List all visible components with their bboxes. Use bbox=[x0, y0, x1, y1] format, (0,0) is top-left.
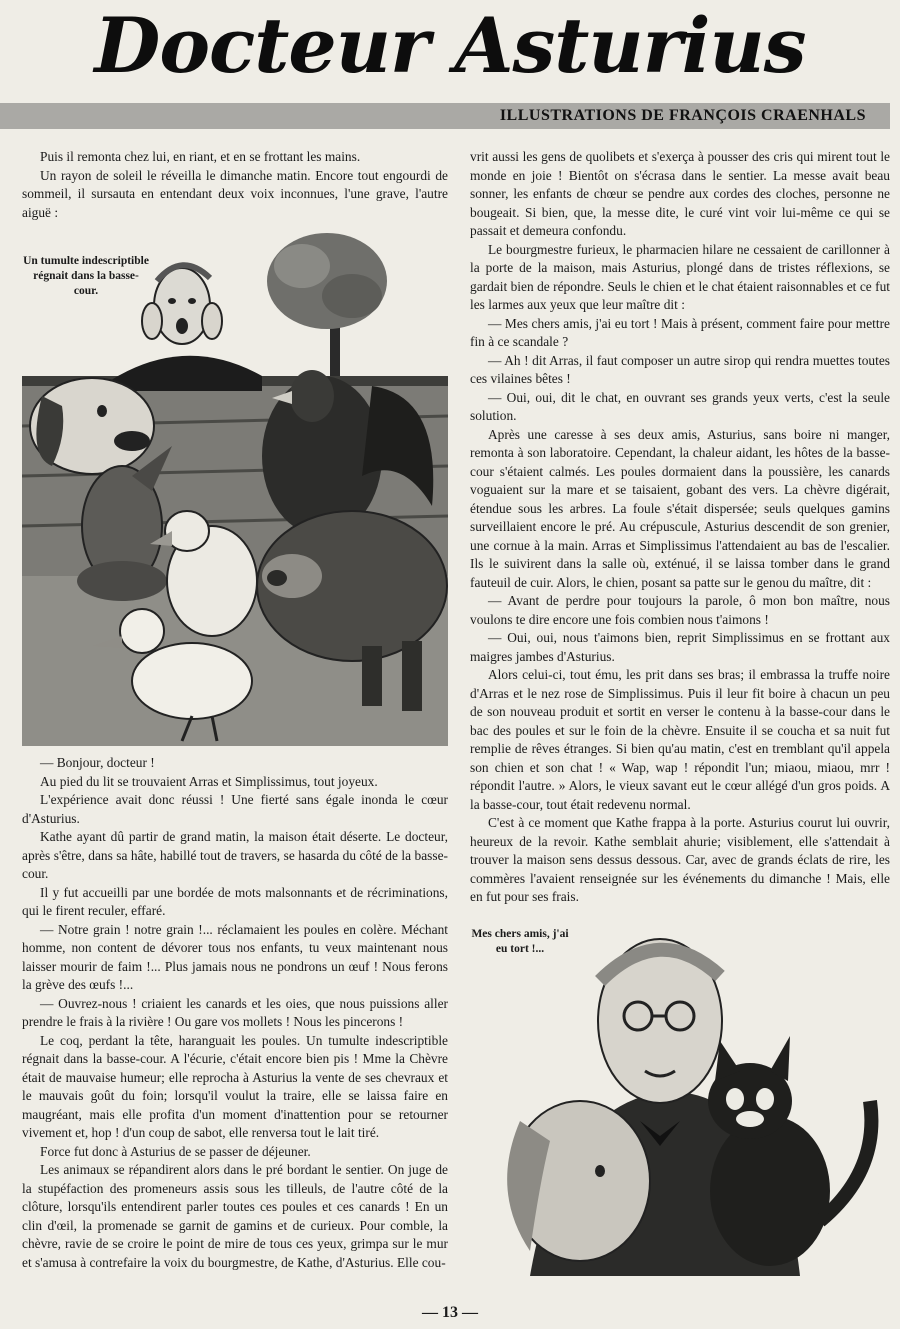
paragraph: C'est à ce moment que Kathe frappa à la porte. Asturius courut lui ouvrir, heureux de la revoir. Kathe semblait ahurie; visiblement, elle s'attendait à trouver la maison sens dessus dessous. Car, avec de grands éclats de rire, les commères l'avaient renseignée sur les événements du dimanche ! Mais, elle en fut pour ses frais. bbox=[470, 815, 890, 904]
paragraph: vrit aussi les gens de quolibets et s'exerça à pousser des cris qui mirent tout le monde en joie ! Bientôt on s'écrasa dans le sentier. La messe avait beau sonner, les enfants de chœur se pendre aux cordes des cloches, personne ne bougeait. Si bien, que, la messe dite, le curé vint voir lui-même ce qui se passait et demeura confondu. bbox=[470, 149, 890, 238]
paragraph: Kathe ayant dû partir de grand matin, la maison était déserte. Le docteur, après s'être, dans sa hâte, habillé tout de travers, se hasarda du côté de la basse-cour. bbox=[22, 829, 448, 881]
paragraph: L'expérience avait donc réussi ! Une fierté sans égale inonda le cœur d'Asturius. bbox=[22, 792, 448, 826]
paragraph: Au pied du lit se trouvaient Arras et Simplissimus, tout joyeux. bbox=[40, 773, 378, 789]
illustration-caption: Mes chers amis, j'ai eu tort !... bbox=[471, 927, 569, 955]
paragraph: — Mes chers amis, j'ai eu tort ! Mais à présent, comment faire pour mettre fin à ce scandale ? bbox=[470, 315, 890, 349]
paragraph: — Bonjour, docteur ! bbox=[40, 755, 155, 770]
paragraph: Le bourgmestre furieux, le pharmacien hilare ne cessaient de carillonner à la porte de la maison, mais Asturius, plongé dans de tristes réflexions, se gardait bien de répondre. Seuls le chien et le chat étaient raisonnables et ce fut les larmes aux yeux que leur maître dit : bbox=[470, 241, 890, 312]
paragraph: — Ouvrez-nous ! criaient les canards et les oies, que nous puissions aller prendre le frais à la rivière ! Ou gare vos mollets ! Nous les pincerons ! bbox=[22, 995, 448, 1029]
farmyard-illustration bbox=[22, 226, 448, 746]
paragraph: Puis il remonta chez lui, en riant, et en se frottant les mains. bbox=[40, 149, 361, 164]
paragraph: Les animaux se répandirent alors dans le pré bordant le sentier. On juge de la stupéfaction des promeneurs assis sous les tilleuls, de l'autre côté de la clôture, lorsqu'ils entendirent parler toutes ces poules et ces canards ! En un clin d'œil, la promenade se garnit de gamins et de curieux. Pour comble, la chèvre, ravie de se croire le point de mire de tous ces yeux, grimpa sur le mur et s'amusa à contrefaire la voix du bourgmestre, de Kathe, d'Asturius. Elle cou- bbox=[22, 1162, 448, 1270]
paragraph: — Oui, oui, dit le chat, en ouvrant ses grands yeux verts, c'est la seule solution. bbox=[470, 389, 890, 423]
credit-band bbox=[0, 103, 890, 129]
illustration-caption: Un tumulte indescriptible régnait dans la basse-cour. bbox=[23, 255, 149, 297]
paragraph: — Avant de perdre pour toujours la parole, ô mon bon maître, nous voulons te dire encore une fois combien nous t'aimons ! bbox=[470, 593, 890, 627]
paragraph: Il y fut accueilli par une bordée de mots malsonnants et de récriminations, qui le firent reculer, effaré. bbox=[22, 884, 448, 918]
right-column bbox=[470, 148, 890, 1284]
doctor-pets-drawing bbox=[470, 921, 890, 1276]
paragraph: — Ah ! dit Arras, il faut composer un autre sirop qui rendra muettes toutes ces vilaines bêtes ! bbox=[470, 352, 890, 386]
illustration-credit: ILLUSTRATIONS DE FRANÇOIS CRAENHALS bbox=[499, 107, 866, 124]
page-number: — 13 — bbox=[422, 1304, 478, 1321]
farmyard-drawing bbox=[22, 226, 448, 746]
dog-portrait-drawing bbox=[507, 1101, 650, 1261]
paragraph: Force fut donc à Asturius de se passer de déjeuner. bbox=[40, 1143, 311, 1159]
paragraph: — Notre grain ! notre grain !... réclamaient les poules en colère. Méchant homme, non content de dévorer tous nos enfants, tu veux maintenant nous laisser mourir de faim !... Plus jamais nous ne pondrons un œuf ! Nous ferons la grève des œufs !... bbox=[22, 921, 448, 992]
dog-drawing bbox=[30, 378, 154, 474]
cat-portrait-drawing bbox=[708, 1036, 871, 1266]
left-column bbox=[22, 148, 448, 1272]
paragraph: Un rayon de soleil le réveilla le dimanche matin. Encore tout engourdi de sommeil, il sursauta en entendant deux voix inconnues, l'une grave, l'autre aiguë : bbox=[22, 167, 448, 220]
paragraph: — Oui, oui, nous t'aimons bien, reprit Simplissimus en se frottant aux maigres jambes d'Asturius. bbox=[470, 630, 890, 664]
paragraph: Après une caresse à ses deux amis, Asturius, sans boire ni manger, remonta à son laboratoire. Cependant, la chaleur aidant, les hôtes de la basse-cour s'étaient calmés. Les poules dormaient dans la poussière, les canards voguaient sur la mare et se taisaient, gobant des vers. La chèvre digérait, étendue sous les arbres. La foule s'était dispersée; seuls quelques gamins surveillaient encore le pré. Au crépuscule, Asturius descendit de son grenier, une cornue à la main. Arras et Simplissimus l'attendaient au bas de l'escalier. Ils le suivirent dans la salle où, exténué, il se laissa tomber dans le grand fauteuil de cuir. Alors, le chien, posant sa patte sur le genou du maître, dit : bbox=[470, 426, 890, 590]
paragraph: Le coq, perdant la tête, haranguait les poules. Un tumulte indescriptible régnait dans la basse-cour. A l'écurie, c'était encore bien pis ! Mme la Chèvre était de mauvaise humeur; elle reprocha à Asturius la vente de ses chevraux et le mauvais goût du foin; lorsqu'il voulut la traire, elle se laissa faire en maugréant, mais elle profita d'un moment d'inattention pour se retourner vivement et, hop ! d'un coup de sabot, elle renversa tout le lait tiré. bbox=[22, 1032, 448, 1140]
doctor-pets-illustration bbox=[470, 921, 890, 1276]
paragraph: Alors celui-ci, tout ému, les prit dans ses bras; il embrassa la truffe noire d'Arras et le nez rose de Simplissimus. Puis il leur fit boire à chacun un peu de son nouveau produit et sortit en verser le contenu à la basse-cour dans le bac des poules et sur le foin de la chèvre. Ensuite il se coucha et sa nuit fut remplie de rêves étranges. Si bien qu'au matin, c'est en tremblant qu'il appela son chien et son chat ! « Wap, wap ! répondit l'un; miaou, miaou, mrr ! répondit l'autre. » Alors, le vieux savant eut le cœur allégé d'un gros poids. A la basse-cour, tout était redevenu normal. bbox=[470, 667, 890, 812]
page-title: Docteur Asturius bbox=[94, 1, 806, 90]
